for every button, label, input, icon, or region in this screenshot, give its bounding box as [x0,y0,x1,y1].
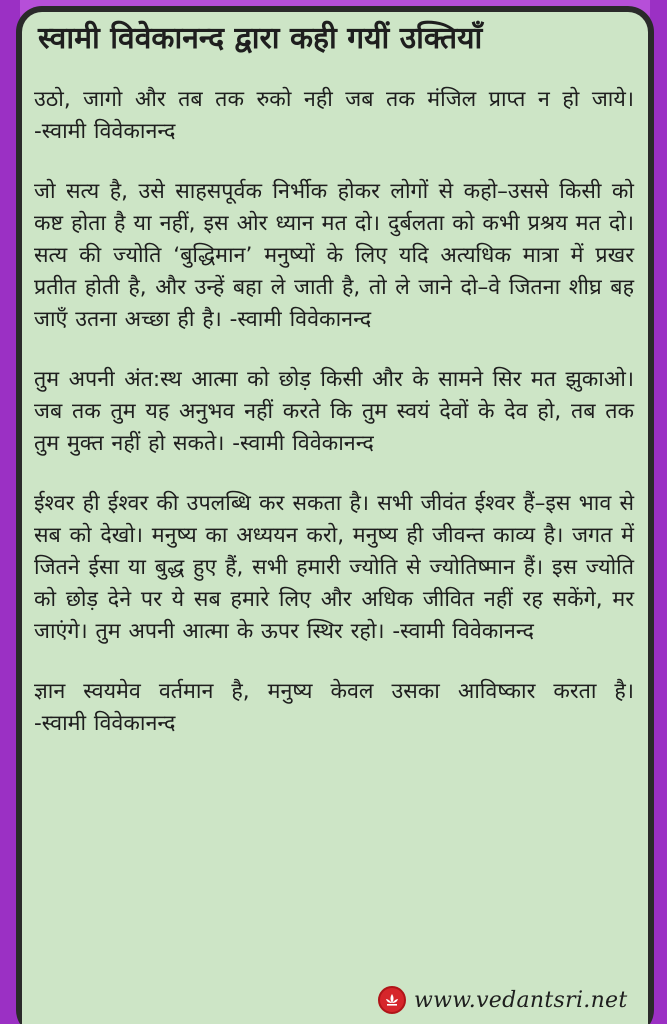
quote-author: -स्वामी विवेकानन्द [34,119,176,144]
quote-2 [34,176,634,336]
watermark [372,980,634,1020]
quote-text: जो सत्य है, उसे साहसपूर्वक निर्भीक होकर लोगों से कहो–उससे किसी को कष्ट होता है या नहीं, इस ओर ध्यान मत दो। दुर्बलता को कभी प्रश्रय मत दो। सत्य की ज्योति ‘बुद्धिमान’ मनुष्यों के लिए यदि अत्यधिक मात्रा में प्रखर प्रतीत होती है, और उन्हें बहा ले जाती है, तो ले जाने दो–वे जितना शीघ्र बह जाएँ उतना अच्छा ही है। [34,179,634,332]
page-title: स्वामी विवेकानन्द द्वारा कही गयीं उक्तियाँ [38,21,483,56]
quote-text: ज्ञान स्वयमेव वर्तमान है, मनुष्य केवल उसका आविष्कार करता है। [34,679,634,704]
quote-author: -स्वामी विवेकानन्द [34,711,176,736]
quote-text: उठो, जागो और तब तक रुको नही जब तक मंजिल प्राप्त न हो जाये। [34,87,634,112]
quote-text: ईश्वर ही ईश्वर की उपलब्धि कर सकता है। सभी जीवंत ईश्वर हैं–इस भाव से सब को देखो। मनुष्य का अध्ययन करो, मनुष्य ही जीवन्त काव्य है। जगत में जितने ईसा या बुद्ध हुए हैं, सभी हमारी ज्योति से ज्योतिष्मान हैं। इस ज्योति को छोड़ देने पर ये सब हमारे लिए और अधिक जीवित नहीं रह सकेंगे, मर जाएंगे। तुम अपनी आत्मा के ऊपर स्थिर रहो। [34,491,634,644]
quote-5 [34,676,634,740]
article [34,16,634,768]
quote-author: -स्वामी विवेकानन्द [232,431,374,456]
quote-author: -स्वामी विवेकानन्द [392,619,534,644]
screen [22,12,648,1024]
quote-1 [34,84,634,148]
quote-3 [34,364,634,460]
quote-text: तुम अपनी अंत:स्थ आत्मा को छोड़ किसी और के सामने सिर मत झुकाओ। जब तक तुम यह अनुभव नहीं करते कि तुम स्वयं देवों के देव हो, तब तक तुम मुक्त नहीं हो सकते। [34,367,634,456]
quote-4 [34,488,634,648]
lotus-logo-icon [378,986,406,1014]
website-url: www.vedantsri.net [414,987,628,1013]
quote-author: -स्वामी विवेकानन्द [229,307,372,332]
